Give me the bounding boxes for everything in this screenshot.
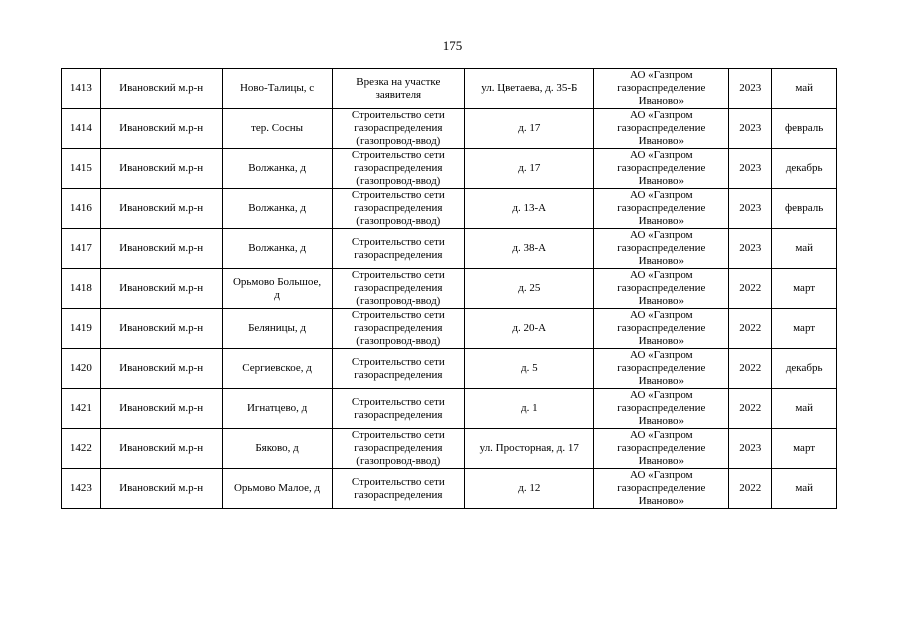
district-cell: Ивановский м.р-н (100, 389, 222, 429)
district-cell: Ивановский м.р-н (100, 469, 222, 509)
place-cell: Беляницы, д (222, 309, 332, 349)
work-type-cell: Строительство сети газораспределения (332, 469, 465, 509)
row-number-cell: 1420 (62, 349, 101, 389)
works-table-body (62, 69, 837, 509)
year-cell: 2022 (729, 309, 772, 349)
row-number-cell: 1414 (62, 109, 101, 149)
district-cell: Ивановский м.р-н (100, 349, 222, 389)
year-cell: 2022 (729, 349, 772, 389)
row-number-cell: 1422 (62, 429, 101, 469)
year-cell: 2023 (729, 109, 772, 149)
district-cell: Ивановский м.р-н (100, 109, 222, 149)
district-cell: Ивановский м.р-н (100, 229, 222, 269)
year-cell: 2022 (729, 269, 772, 309)
row-number-cell: 1415 (62, 149, 101, 189)
work-type-cell: Строительство сети газораспределения (332, 389, 465, 429)
work-type-cell: Строительство сети газораспределения (газопровод-ввод) (332, 429, 465, 469)
address-cell: д. 13-А (465, 189, 594, 229)
year-cell: 2023 (729, 149, 772, 189)
month-cell: март (772, 309, 837, 349)
work-type-cell: Строительство сети газораспределения (газопровод-ввод) (332, 309, 465, 349)
table-row (62, 469, 837, 509)
district-cell: Ивановский м.р-н (100, 269, 222, 309)
table-row (62, 269, 837, 309)
month-cell: февраль (772, 189, 837, 229)
address-cell: ул. Просторная, д. 17 (465, 429, 594, 469)
year-cell: 2023 (729, 429, 772, 469)
month-cell: май (772, 389, 837, 429)
work-type-cell: Строительство сети газораспределения (газопровод-ввод) (332, 189, 465, 229)
address-cell: д. 17 (465, 109, 594, 149)
district-cell: Ивановский м.р-н (100, 429, 222, 469)
place-cell: Волжанка, д (222, 149, 332, 189)
year-cell: 2023 (729, 69, 772, 109)
year-cell: 2022 (729, 469, 772, 509)
year-cell: 2023 (729, 229, 772, 269)
district-cell: Ивановский м.р-н (100, 189, 222, 229)
month-cell: май (772, 469, 837, 509)
organization-cell: АО «Газпром газораспределение Иваново» (594, 149, 729, 189)
month-cell: март (772, 269, 837, 309)
place-cell: Волжанка, д (222, 189, 332, 229)
place-cell: Орьмово Большое, д (222, 269, 332, 309)
month-cell: декабрь (772, 149, 837, 189)
row-number-cell: 1413 (62, 69, 101, 109)
place-cell: тер. Сосны (222, 109, 332, 149)
organization-cell: АО «Газпром газораспределение Иваново» (594, 269, 729, 309)
row-number-cell: 1417 (62, 229, 101, 269)
works-table (61, 68, 837, 509)
month-cell: февраль (772, 109, 837, 149)
work-type-cell: Строительство сети газораспределения (газопровод-ввод) (332, 269, 465, 309)
address-cell: д. 5 (465, 349, 594, 389)
year-cell: 2022 (729, 389, 772, 429)
place-cell: Орьмово Малое, д (222, 469, 332, 509)
work-type-cell: Строительство сети газораспределения (332, 349, 465, 389)
organization-cell: АО «Газпром газораспределение Иваново» (594, 69, 729, 109)
place-cell: Ново-Талицы, с (222, 69, 332, 109)
table-row (62, 229, 837, 269)
work-type-cell: Строительство сети газораспределения (332, 229, 465, 269)
table-row (62, 189, 837, 229)
work-type-cell: Строительство сети газораспределения (газопровод-ввод) (332, 149, 465, 189)
place-cell: Волжанка, д (222, 229, 332, 269)
address-cell: д. 20-А (465, 309, 594, 349)
organization-cell: АО «Газпром газораспределение Иваново» (594, 349, 729, 389)
district-cell: Ивановский м.р-н (100, 309, 222, 349)
month-cell: май (772, 69, 837, 109)
place-cell: Сергиевское, д (222, 349, 332, 389)
organization-cell: АО «Газпром газораспределение Иваново» (594, 229, 729, 269)
organization-cell: АО «Газпром газораспределение Иваново» (594, 389, 729, 429)
address-cell: д. 17 (465, 149, 594, 189)
district-cell: Ивановский м.р-н (100, 149, 222, 189)
row-number-cell: 1421 (62, 389, 101, 429)
row-number-cell: 1423 (62, 469, 101, 509)
organization-cell: АО «Газпром газораспределение Иваново» (594, 429, 729, 469)
district-cell: Ивановский м.р-н (100, 69, 222, 109)
table-row (62, 149, 837, 189)
place-cell: Игнатцево, д (222, 389, 332, 429)
row-number-cell: 1419 (62, 309, 101, 349)
table-row (62, 389, 837, 429)
month-cell: май (772, 229, 837, 269)
work-type-cell: Врезка на участке заявителя (332, 69, 465, 109)
work-type-cell: Строительство сети газораспределения (газопровод-ввод) (332, 109, 465, 149)
table-row (62, 309, 837, 349)
month-cell: март (772, 429, 837, 469)
row-number-cell: 1418 (62, 269, 101, 309)
organization-cell: АО «Газпром газораспределение Иваново» (594, 109, 729, 149)
address-cell: д. 12 (465, 469, 594, 509)
row-number-cell: 1416 (62, 189, 101, 229)
page-number: 175 (442, 38, 463, 53)
table-row (62, 429, 837, 469)
table-row (62, 109, 837, 149)
address-cell: ул. Цветаева, д. 35-Б (465, 69, 594, 109)
organization-cell: АО «Газпром газораспределение Иваново» (594, 469, 729, 509)
table-row (62, 349, 837, 389)
table-row (62, 69, 837, 109)
address-cell: д. 25 (465, 269, 594, 309)
month-cell: декабрь (772, 349, 837, 389)
place-cell: Бяково, д (222, 429, 332, 469)
address-cell: д. 38-А (465, 229, 594, 269)
address-cell: д. 1 (465, 389, 594, 429)
year-cell: 2023 (729, 189, 772, 229)
organization-cell: АО «Газпром газораспределение Иваново» (594, 189, 729, 229)
organization-cell: АО «Газпром газораспределение Иваново» (594, 309, 729, 349)
